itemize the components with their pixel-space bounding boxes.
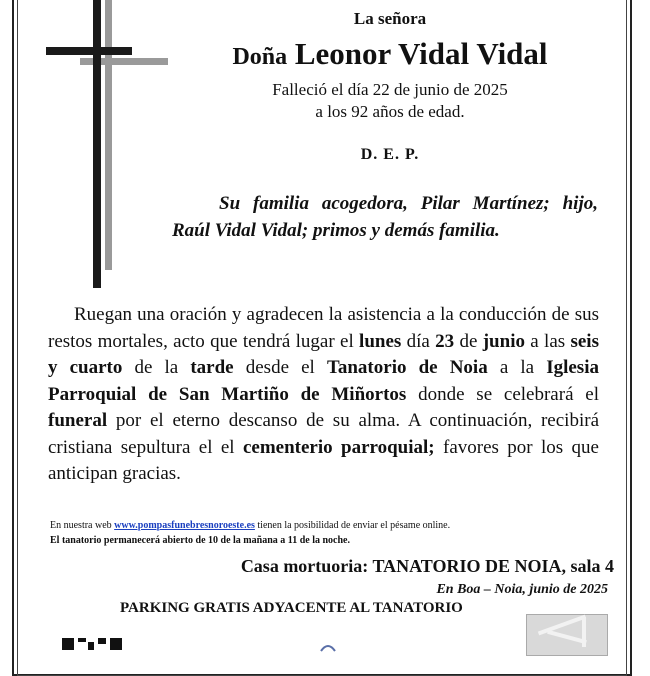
casa-mortuoria: Casa mortuoria: TANATORIO DE NOIA, sala 4 bbox=[240, 556, 614, 576]
body-text-1: Ruegan una oración y agradecen la asistencia a la conducción de sus restos mortales, acto que tendrá lugar el bbox=[48, 304, 599, 352]
body-funeral: funeral bbox=[48, 410, 108, 431]
body-text-2: día bbox=[401, 330, 436, 352]
body-month: junio bbox=[482, 330, 525, 352]
body-text-4: a las bbox=[524, 330, 571, 352]
web-suffix: tienen la posibilidad de enviar el pésame online. bbox=[254, 520, 451, 531]
name-text: Leonor Vidal Vidal bbox=[294, 36, 548, 71]
parking-note: PARKING GRATIS ADYACENTE AL TANATORIO bbox=[120, 600, 463, 616]
body-cemetery: cementerio parroquial; bbox=[242, 436, 435, 458]
body-text-7: a la bbox=[487, 357, 547, 378]
family-text: Su familia acogedora, Pilar Martínez; hijo, Raúl Vidal Vidal; primos y demás familia. bbox=[172, 193, 598, 241]
cross-black-horizontal bbox=[46, 47, 132, 55]
body-time: seis y cuarto bbox=[48, 330, 599, 378]
body-day: lunes bbox=[359, 330, 402, 352]
body-text-6: desde el bbox=[233, 357, 327, 378]
body-text-9: por el eterno descanso de su alma. A continuación, recibirá cristiana sepultura el el bbox=[48, 410, 599, 458]
age: a los 92 años de edad. bbox=[315, 102, 465, 121]
body-text-8: donde se celebrará el bbox=[406, 383, 599, 405]
body-tanatorio: Tanatorio de Noia bbox=[326, 357, 488, 378]
body-church: Iglesia Parroquial de San Martiño de Miñortos bbox=[48, 357, 599, 405]
place-date: En Boa – Noia, junio de 2025 bbox=[436, 582, 608, 597]
decorative-icon bbox=[318, 640, 338, 652]
web-prefix: En nuestra web bbox=[50, 520, 115, 531]
cross-gray-vertical bbox=[105, 0, 112, 270]
body-text-3: de bbox=[454, 330, 483, 352]
web-note bbox=[50, 520, 450, 531]
body-afternoon: tarde bbox=[190, 357, 234, 378]
website-link[interactable]: www.pompasfunebresnoroeste.es bbox=[114, 520, 255, 531]
death-date: Falleció el día 22 de junio de 2025 bbox=[272, 80, 508, 99]
hours-note: El tanatorio permanecerá abierto de 10 de la mañana a 11 de la noche. bbox=[50, 535, 350, 546]
death-info bbox=[190, 79, 590, 123]
body-text-5: de la bbox=[122, 357, 191, 378]
body-date: 23 bbox=[435, 330, 455, 352]
dep-text: D. E. P. bbox=[360, 146, 420, 163]
main-paragraph bbox=[48, 302, 599, 488]
cross-black-vertical bbox=[93, 0, 101, 288]
deceased-name bbox=[160, 36, 620, 72]
title-line: La señora bbox=[353, 9, 427, 28]
body-text-10: favores por los que anticipan gracias. bbox=[48, 436, 599, 484]
name-prefix: Doña bbox=[232, 44, 288, 70]
